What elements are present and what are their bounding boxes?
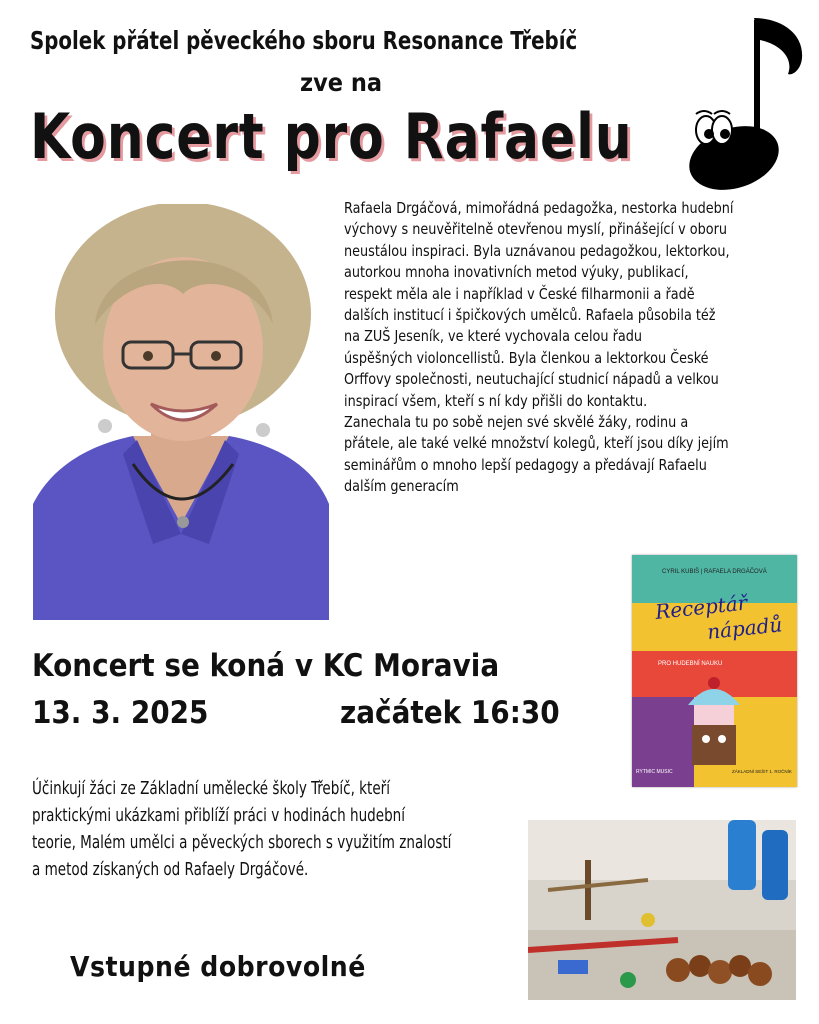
invites-line: zve na — [300, 68, 383, 97]
book-authors: CYRIL KUBIŠ | RAFAELA DRGÁČOVÁ — [662, 569, 767, 575]
bio-line: inspirací všem, kteří s ní kdy přišli do kontaktu. — [344, 391, 648, 410]
bio-line: seminářům o mnoho lepší pedagogy a předávají Rafaelu — [344, 455, 707, 474]
bio-line: úspěšných violoncellistů. Byla členkou a lektorkou České — [344, 348, 709, 367]
concert-title: Koncert pro Rafaelu — [30, 100, 633, 173]
event-date: 13. 3. 2025 — [32, 695, 209, 731]
performers-line: teorie, Malém umělci a pěveckých sborech s využitím znalostí — [32, 833, 452, 853]
bio-line: Zanechala tu po sobě nejen své skvělé žáky, rodinu a — [344, 413, 689, 432]
bio-line: respekt měla ale i například v České filharmonii a řadě — [344, 284, 695, 303]
bio-line: dalším generacím — [344, 477, 459, 496]
event-venue: Koncert se koná v KC Moravia — [32, 648, 500, 684]
book-subtitle: PRO HUDEBNÍ NAUKU — [658, 661, 723, 667]
performers-line: Účinkují žáci ze Základní umělecké školy Třebíč, kteří — [32, 779, 390, 799]
bio-line: na ZUŠ Jeseník, ve které vychovala celou řadu — [344, 327, 642, 346]
bio-line: neustálou inspiraci. Byla uznávanou pedagožkou, lektorkou, — [344, 241, 730, 260]
book-cover — [632, 555, 797, 787]
performers-line: praktickými ukázkami přiblíží práci v hodinách hudební — [32, 806, 406, 826]
bio-line: dalších institucí i špičkových umělců. Rafaela působila též — [344, 306, 716, 325]
bio-line: autorkou mnoha inovativních metod výuky, publikací, — [344, 263, 689, 282]
bio-line: přátele, ale také velké množství kolegů, kteří jsou díky jejím — [344, 434, 729, 453]
music-note-icon — [684, 10, 808, 196]
book-volume: ZÁKLADNÍ SEŠIT 1. ROČNÍK — [732, 769, 792, 774]
bio-text — [344, 198, 767, 498]
bio-line: Rafaela Drgáčová, mimořádná pedagožka, nestorka hudební — [344, 199, 734, 217]
instruments-photo — [528, 820, 796, 1000]
event-start-time: začátek 16:30 — [340, 695, 560, 731]
portrait-photo — [33, 204, 329, 620]
performers-text — [32, 776, 479, 884]
organizer-line: Spolek přátel pěveckého sboru Resonance Třebíč — [30, 26, 578, 55]
bio-line: Orffovy společnosti, neutuchající studnicí nápadů a velkou — [344, 370, 719, 389]
book-title-line1: Receptář — [654, 590, 749, 624]
performers-line: a metod získaných od Rafaely Drgáčové. — [32, 860, 309, 880]
book-publisher: RYTMIC MUSIC — [636, 769, 673, 775]
book-title-line2: nápadů — [706, 612, 784, 644]
bio-line: výchovy s neuvěřitelně otevřenou myslí, přinášející v oboru — [344, 220, 728, 239]
admission-text: Vstupné dobrovolné — [70, 950, 366, 983]
